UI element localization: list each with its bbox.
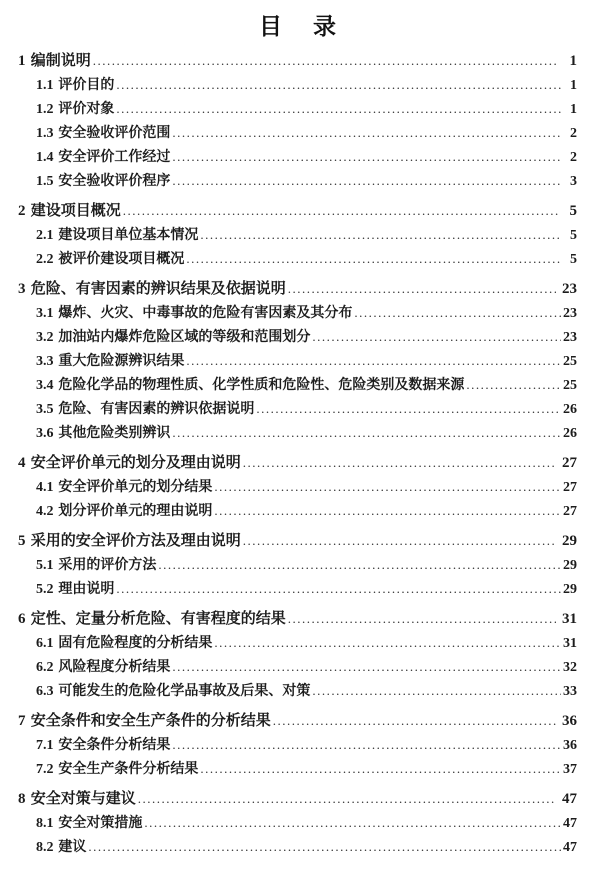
toc-entry-number: 3.1 xyxy=(36,306,54,321)
toc-entry-page: 27 xyxy=(563,480,577,495)
toc-entry xyxy=(18,301,577,325)
toc-entry xyxy=(18,835,577,859)
toc-entry-page: 25 xyxy=(563,378,577,393)
toc-entry-label: 编制说明 xyxy=(30,53,91,69)
toc-entry-number: 1.1 xyxy=(36,78,54,93)
dot-leader xyxy=(273,709,556,733)
toc-entry-label: 可能发生的危险化学品事故及后果、对策 xyxy=(58,684,311,699)
dot-leader xyxy=(172,421,561,446)
toc-entry xyxy=(18,679,577,703)
toc-entry-page: 36 xyxy=(562,713,577,729)
toc-entry-number: 4.1 xyxy=(36,480,54,495)
toc-entry-number: 3.6 xyxy=(36,426,54,441)
dot-leader xyxy=(186,349,561,374)
toc-entry xyxy=(18,811,577,835)
toc-entry-label: 安全条件和安全生产条件的分析结果 xyxy=(30,713,271,729)
toc-entry-page: 2 xyxy=(570,150,577,165)
toc-entry-page: 31 xyxy=(563,636,577,651)
dot-leader xyxy=(214,631,561,656)
toc-entry-number: 2 xyxy=(18,203,26,219)
toc-entry xyxy=(18,631,577,655)
dot-leader xyxy=(354,301,561,326)
toc-entry-page: 37 xyxy=(563,762,577,777)
toc-entry-page: 27 xyxy=(562,455,577,471)
toc-entry-number: 7.1 xyxy=(36,738,54,753)
toc-entry-page: 47 xyxy=(563,816,577,831)
dot-leader xyxy=(144,811,561,836)
toc-entry-page: 5 xyxy=(569,203,577,219)
toc-entry xyxy=(18,325,577,349)
toc-entry-label: 建议 xyxy=(58,840,87,855)
toc-entry-label: 采用的安全评价方法及理由说明 xyxy=(30,533,241,549)
toc-entry-number: 6.2 xyxy=(36,660,54,675)
dot-leader xyxy=(172,733,561,758)
toc-entry-number: 1.4 xyxy=(36,150,54,165)
toc-entry-number: 8.2 xyxy=(36,840,54,855)
toc-entry xyxy=(18,373,577,397)
toc-entry-label: 安全对策措施 xyxy=(58,816,143,831)
toc-entry-number: 3 xyxy=(18,281,26,297)
toc-entry xyxy=(18,397,577,421)
toc-entry-label: 其他危险类别辨识 xyxy=(58,426,171,441)
toc-entry xyxy=(18,577,577,601)
dot-leader xyxy=(123,199,558,223)
toc-entry-page: 29 xyxy=(563,582,577,597)
toc-entry-number: 1 xyxy=(18,53,26,69)
toc-entry-page: 32 xyxy=(563,660,577,675)
toc-entry xyxy=(18,733,577,757)
toc-entry-page: 5 xyxy=(570,228,577,243)
dot-leader xyxy=(172,655,561,680)
toc-entry-label: 安全评价单元的划分结果 xyxy=(58,480,213,495)
toc-entry xyxy=(18,553,577,577)
toc-entry xyxy=(18,97,577,121)
toc-entry-page: 25 xyxy=(563,354,577,369)
toc-entry-label: 加油站内爆炸危险区域的等级和范围划分 xyxy=(58,330,311,345)
toc-entry-number: 5.1 xyxy=(36,558,54,573)
toc-entry-label: 安全评价工作经过 xyxy=(58,150,171,165)
toc-entry xyxy=(18,277,577,301)
toc-entry-page: 3 xyxy=(570,174,577,189)
dot-leader xyxy=(116,73,562,98)
dot-leader xyxy=(200,757,561,782)
toc-entry xyxy=(18,349,577,373)
toc-entry-number: 6 xyxy=(18,611,26,627)
toc-entry-label: 安全验收评价范围 xyxy=(58,126,171,141)
dot-leader xyxy=(172,169,562,194)
dot-leader xyxy=(186,247,562,272)
toc-entry-page: 26 xyxy=(563,426,577,441)
toc-entry-label: 风险程度分析结果 xyxy=(58,660,171,675)
toc-entry-number: 7 xyxy=(18,713,26,729)
page-title: 目 录 xyxy=(258,14,337,39)
toc-entry-label: 评价目的 xyxy=(58,78,115,93)
toc-entry xyxy=(18,73,577,97)
toc-entry-number: 1.5 xyxy=(36,174,54,189)
toc-entry-label: 评价对象 xyxy=(58,102,115,117)
toc-entry xyxy=(18,145,577,169)
toc-entry-number: 1.3 xyxy=(36,126,54,141)
toc-entry-label: 安全验收评价程序 xyxy=(58,174,171,189)
toc-entry-label: 被评价建设项目概况 xyxy=(58,252,185,267)
dot-leader xyxy=(288,607,556,631)
toc-entry-number: 5.2 xyxy=(36,582,54,597)
toc-entry-number: 8 xyxy=(18,791,26,807)
toc-entry-number: 4 xyxy=(18,455,26,471)
toc-entry-label: 安全生产条件分析结果 xyxy=(58,762,199,777)
toc-entry-label: 爆炸、火灾、中毒事故的危险有害因素及其分布 xyxy=(58,306,353,321)
toc-entry xyxy=(18,247,577,271)
toc-entry-label: 采用的评价方法 xyxy=(58,558,157,573)
toc-entry-label: 理由说明 xyxy=(58,582,115,597)
dot-leader xyxy=(288,277,556,301)
toc-entry-page: 36 xyxy=(563,738,577,753)
toc-entry xyxy=(18,529,577,553)
toc-entry-page: 26 xyxy=(563,402,577,417)
toc-entry xyxy=(18,475,577,499)
toc-entry-page: 23 xyxy=(563,330,577,345)
toc-entry-label: 危险、有害因素的辨识依据说明 xyxy=(58,402,255,417)
toc-entry-number: 6.1 xyxy=(36,636,54,651)
toc-entry-page: 23 xyxy=(562,281,577,297)
dot-leader xyxy=(243,451,556,475)
dot-leader xyxy=(214,499,561,524)
dot-leader xyxy=(312,325,561,350)
toc-entry-label: 固有危险程度的分析结果 xyxy=(58,636,213,651)
toc-entry-number: 7.2 xyxy=(36,762,54,777)
toc-entry xyxy=(18,421,577,445)
toc-entry-page: 1 xyxy=(569,53,577,69)
dot-leader xyxy=(93,49,558,73)
toc-entry-page: 1 xyxy=(570,78,577,93)
toc-entry xyxy=(18,169,577,193)
toc-entry-page: 47 xyxy=(563,840,577,855)
toc-entry-label: 建设项目概况 xyxy=(30,203,121,219)
dot-leader xyxy=(116,577,561,602)
toc-entry xyxy=(18,199,577,223)
toc-entry-label: 重大危险源辨识结果 xyxy=(58,354,185,369)
toc-entry-label: 建设项目单位基本情况 xyxy=(58,228,199,243)
toc-entry-number: 2.1 xyxy=(36,228,54,243)
toc-entry-label: 安全条件分析结果 xyxy=(58,738,171,753)
dot-leader xyxy=(243,529,556,553)
dot-leader xyxy=(138,787,556,811)
toc-entry-label: 危险化学品的物理性质、化学性质和危险性、危险类别及数据来源 xyxy=(58,378,465,393)
toc-entry-page: 23 xyxy=(563,306,577,321)
toc-entry-page: 47 xyxy=(562,791,577,807)
dot-leader xyxy=(158,553,561,578)
toc-entry-page: 29 xyxy=(562,533,577,549)
toc-entry-page: 2 xyxy=(570,126,577,141)
toc-entry xyxy=(18,655,577,679)
dot-leader xyxy=(116,97,562,122)
toc-entry-page: 29 xyxy=(563,558,577,573)
toc-entry-number: 3.5 xyxy=(36,402,54,417)
toc-entry-number: 1.2 xyxy=(36,102,54,117)
toc-entry-page: 5 xyxy=(570,252,577,267)
toc-entry-number: 3.2 xyxy=(36,330,54,345)
dot-leader xyxy=(172,145,562,170)
dot-leader xyxy=(88,835,561,860)
toc-entry-number: 4.2 xyxy=(36,504,54,519)
toc-entry-label: 安全对策与建议 xyxy=(30,791,136,807)
toc-entry xyxy=(18,709,577,733)
toc-entry-page: 1 xyxy=(570,102,577,117)
toc-entry xyxy=(18,49,577,73)
toc-entry-page: 27 xyxy=(563,504,577,519)
dot-leader xyxy=(312,679,561,704)
toc-entry-number: 2.2 xyxy=(36,252,54,267)
toc-entry-number: 8.1 xyxy=(36,816,54,831)
dot-leader xyxy=(256,397,561,422)
toc-entry xyxy=(18,451,577,475)
toc-entry-number: 5 xyxy=(18,533,26,549)
dot-leader xyxy=(172,121,562,146)
toc-entry xyxy=(18,607,577,631)
toc-entry xyxy=(18,499,577,523)
toc-entry-label: 安全评价单元的划分及理由说明 xyxy=(30,455,241,471)
toc-entry-page: 33 xyxy=(563,684,577,699)
toc-list xyxy=(18,49,577,859)
toc-entry-label: 危险、有害因素的辨识结果及依据说明 xyxy=(30,281,286,297)
toc-entry xyxy=(18,223,577,247)
toc-entry-number: 6.3 xyxy=(36,684,54,699)
dot-leader xyxy=(200,223,562,248)
toc-entry-label: 划分评价单元的理由说明 xyxy=(58,504,213,519)
toc-entry-label: 定性、定量分析危险、有害程度的结果 xyxy=(30,611,286,627)
dot-leader xyxy=(214,475,561,500)
toc-entry-number: 3.3 xyxy=(36,354,54,369)
toc-entry xyxy=(18,757,577,781)
toc-entry xyxy=(18,121,577,145)
toc-entry-number: 3.4 xyxy=(36,378,54,393)
toc-entry xyxy=(18,787,577,811)
dot-leader xyxy=(466,373,561,398)
toc-entry-page: 31 xyxy=(562,611,577,627)
